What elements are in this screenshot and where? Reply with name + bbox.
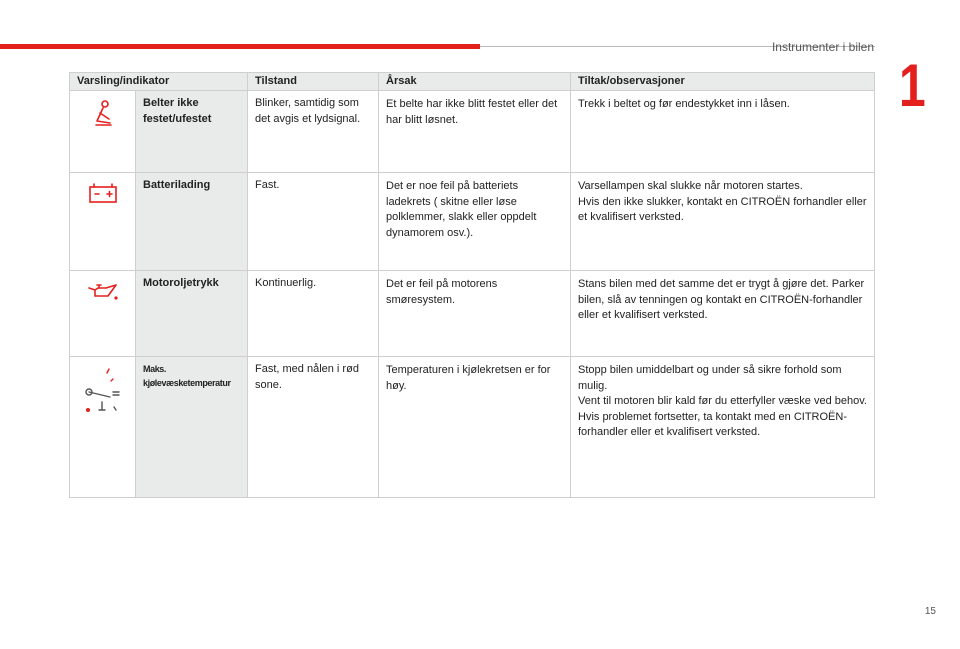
- state-text: Blinker, samtidig som det avgis et lydsignal.: [248, 91, 379, 173]
- indicator-name: Motoroljetrykk: [136, 271, 248, 357]
- action-text: Varsellampen skal slukke når motoren startes. Hvis den ikke slukker, kontakt en CITROËN forhandler eller et kvalifisert verksted.: [571, 173, 875, 271]
- action-text: Stopp bilen umiddelbart og under så sikre forhold som mulig. Vent til motoren blir kald før du etterfyller væske ved behov. Hvis problemet fortsetter, ta kontakt med en CITROËN-forhandler eller et kvalifisert verksted.: [571, 357, 875, 498]
- table-row: [70, 173, 875, 271]
- table-row: [70, 271, 875, 357]
- indicator-name: Maks. kjølevæsketemperatur: [136, 357, 248, 498]
- cause-text: Temperaturen i kjølekretsen er for høy.: [379, 357, 571, 498]
- section-title: Instrumenter i bilen: [771, 40, 874, 54]
- page-number: 15: [924, 606, 936, 617]
- column-header: Tiltak/observasjoner: [571, 73, 875, 91]
- indicator-name: Belter ikke festet/ufestet: [136, 91, 248, 173]
- table-row: [70, 357, 875, 498]
- cause-text: Et belte har ikke blitt festet eller det har blitt løsnet.: [379, 91, 571, 173]
- oil-can-icon: [86, 294, 120, 306]
- battery-icon: [87, 196, 119, 208]
- cause-text: Det er feil på motorens smøresystem.: [379, 271, 571, 357]
- table-row: [70, 91, 875, 173]
- coolant-temperature-icon: [80, 408, 126, 420]
- header-red-bar: [0, 44, 480, 49]
- seat-belt-icon: [88, 120, 118, 132]
- state-text: Kontinuerlig.: [248, 271, 379, 357]
- indicator-name: Batterilading: [136, 173, 248, 271]
- table-header-row: [70, 73, 875, 91]
- chapter-number: 1: [899, 52, 926, 119]
- cause-text: Det er noe feil på batteriets ladekrets ( skitne eller løse polklemmer, slakk eller oppdelt dynamorem osv.).: [379, 173, 571, 271]
- action-text: Stans bilen med det samme det er trygt å gjøre det. Parker bilen, slå av tenningen og kontakt en CITROËN-forhandler eller et kvalifisert verksted.: [571, 271, 875, 357]
- warning-lamp-table: [69, 72, 875, 498]
- column-header: Varsling/indikator: [70, 73, 248, 91]
- state-text: Fast, med nålen i rød sone.: [248, 357, 379, 498]
- state-text: Fast.: [248, 173, 379, 271]
- column-header: Årsak: [379, 73, 571, 91]
- column-header: Tilstand: [248, 73, 379, 91]
- action-text: Trekk i beltet og før endestykket inn i låsen.: [571, 91, 875, 173]
